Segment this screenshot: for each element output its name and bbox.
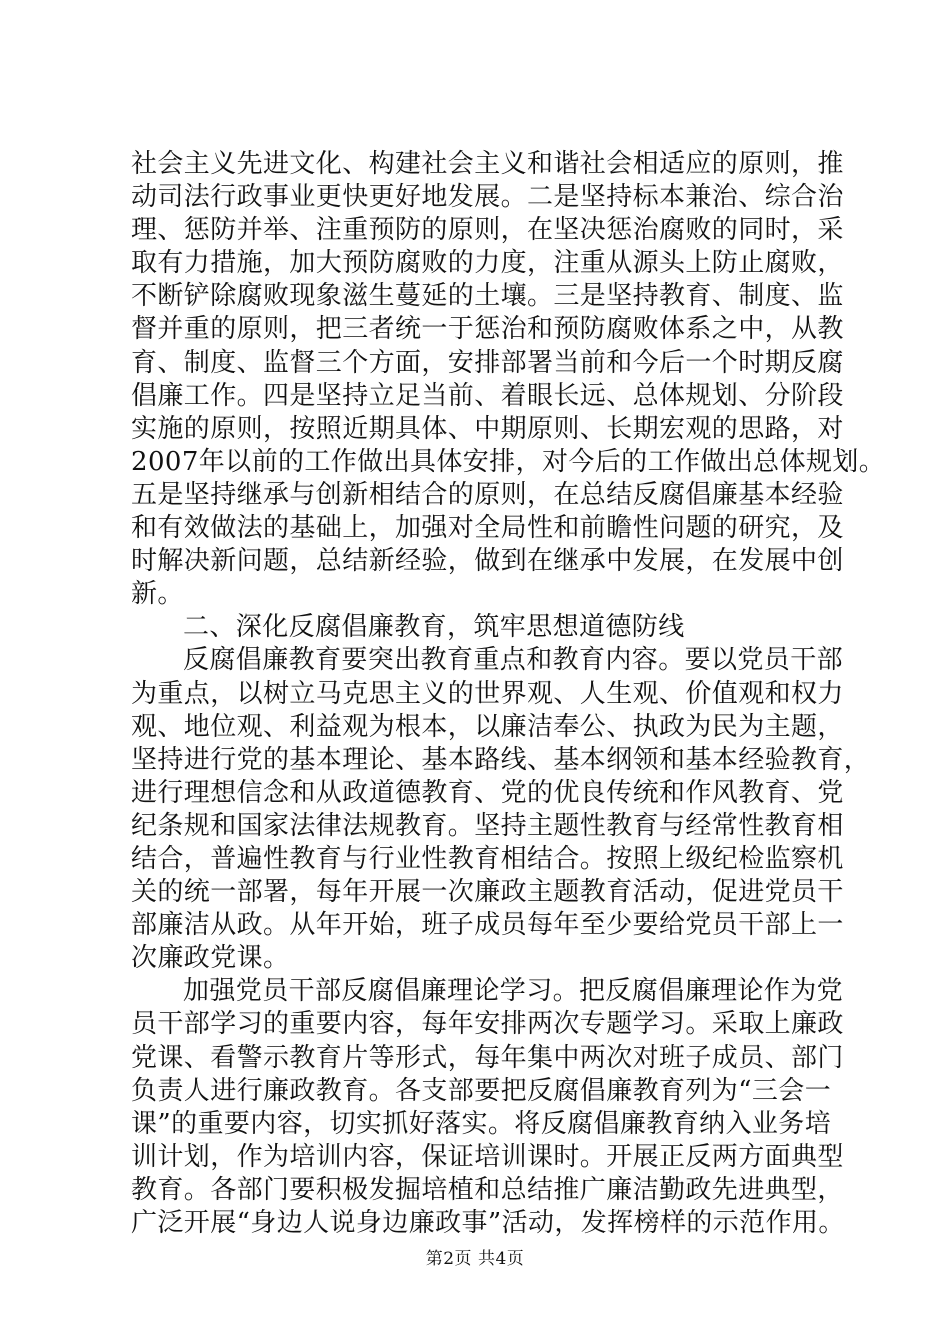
text-line: 倡廉工作。四是坚持立足当前、着眼长远、总体规划、分阶段 xyxy=(131,380,844,411)
text-line: 负责人进行廉政教育。各支部要把反腐倡廉教育列为“三会一 xyxy=(131,1075,832,1106)
text-line: 反腐倡廉教育要突出教育重点和教育内容。要以党员干部 xyxy=(183,645,844,676)
text-line: 和有效做法的基础上，加强对全局性和前瞻性问题的研究，及 xyxy=(131,513,844,544)
text-line: 关的统一部署，每年开展一次廉政主题教育活动，促进党员干 xyxy=(131,877,844,908)
text-line: 坚持进行党的基本理论、基本路线、基本纲领和基本经验教育， xyxy=(131,744,871,775)
section-heading: 二、深化反腐倡廉教育，筑牢思想道德防线 xyxy=(183,612,685,643)
text-line: 员干部学习的重要内容，每年安排两次专题学习。采取上廉政 xyxy=(131,1009,844,1040)
text-line: 动司法行政事业更快更好地发展。二是坚持标本兼治、综合治 xyxy=(131,182,844,213)
text-line: 纪条规和国家法律法规教育。坚持主题性教育与经常性教育相 xyxy=(131,810,844,841)
text-line: 社会主义先进文化、构建社会主义和谐社会相适应的原则，推 xyxy=(131,149,844,179)
text-line: 五是坚持继承与创新相结合的原则，在总结反腐倡廉基本经验 xyxy=(131,479,844,510)
text-line: 育、制度、监督三个方面，安排部署当前和今后一个时期反腐 xyxy=(131,347,844,378)
text-line: 新。 xyxy=(131,579,184,610)
text-line: 党课、看警示教育片等形式，每年集中两次对班子成员、部门 xyxy=(131,1042,844,1073)
text-line: 次廉政党课。 xyxy=(131,943,290,974)
text-line: 训计划，作为培训内容，保证培训课时。开展正反两方面典型 xyxy=(131,1141,844,1172)
text-line: 课”的重要内容，切实抓好落实。将反腐倡廉教育纳入业务培 xyxy=(131,1108,832,1139)
text-line: 督并重的原则，把三者统一于惩治和预防腐败体系之中，从教 xyxy=(131,314,844,345)
text-line: 实施的原则，按照近期具体、中期原则、长期宏观的思路，对 xyxy=(131,413,844,444)
text-line: 教育。各部门要积极发掘培植和总结推广廉洁勤政先进典型， xyxy=(131,1174,844,1205)
text-line: 时解决新问题，总结新经验，做到在继承中发展，在发展中创 xyxy=(131,546,844,577)
text-line: 为重点，以树立马克思主义的世界观、人生观、价值观和权力 xyxy=(131,678,844,709)
page-number-footer: 第2页 共4页 xyxy=(425,1249,525,1269)
text-line: 2007年以前的工作做出具体安排，对今后的工作做出总体规划。 xyxy=(131,446,886,477)
text-line: 结合，普遍性教育与行业性教育相结合。按照上级纪检监察机 xyxy=(131,843,844,874)
text-line: 部廉洁从政。从年开始，班子成员每年至少要给党员干部上一 xyxy=(131,910,844,941)
text-line: 不断铲除腐败现象滋生蔓延的土壤。三是坚持教育、制度、监 xyxy=(131,281,844,312)
text-line: 加强党员干部反腐倡廉理论学习。把反腐倡廉理论作为党 xyxy=(183,976,844,1007)
text-line: 取有力措施，加大预防腐败的力度，注重从源头上防止腐败， xyxy=(131,248,844,279)
text-line: 理、惩防并举、注重预防的原则，在坚决惩治腐败的同时，采 xyxy=(131,215,844,246)
document-body xyxy=(131,148,886,1240)
text-line: 广泛开展“身边人说身边廉政事”活动，发挥榜样的示范作用。 xyxy=(131,1208,845,1238)
text-line: 观、地位观、利益观为根本，以廉洁奉公、执政为民为主题， xyxy=(131,711,844,742)
text-line: 进行理想信念和从政道德教育、党的优良传统和作风教育、党 xyxy=(131,777,844,808)
